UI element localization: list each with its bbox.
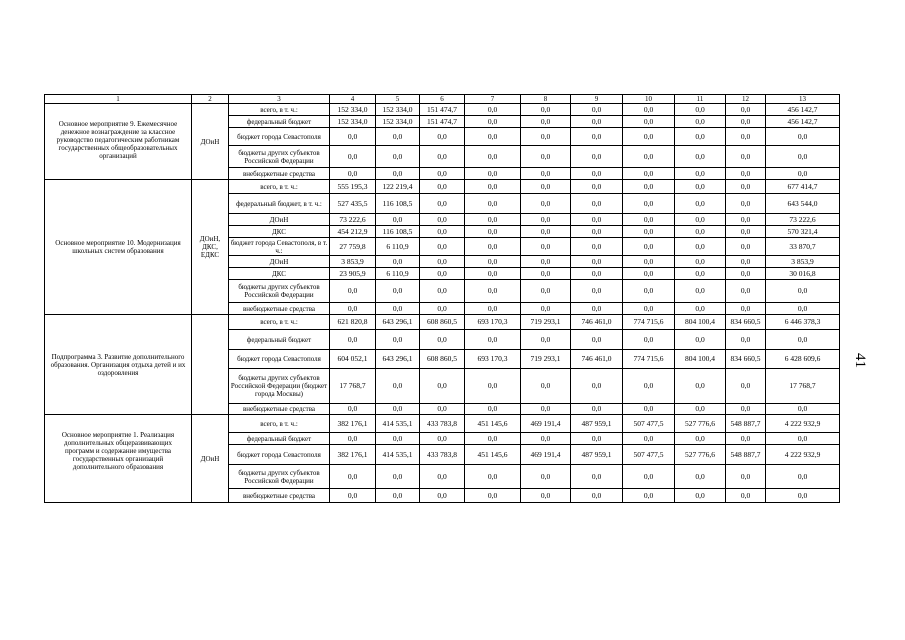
funding-source-label: бюджеты других субъектов Российской Федерации xyxy=(229,146,330,168)
value-cell: 0,0 xyxy=(465,214,521,226)
value-cell: 0,0 xyxy=(521,433,571,445)
value-cell: 0,0 xyxy=(465,146,521,168)
value-cell: 0,0 xyxy=(330,465,376,489)
value-cell: 0,0 xyxy=(420,489,465,503)
value-cell: 0,0 xyxy=(330,404,376,415)
header-cell: 13 xyxy=(766,95,840,104)
value-cell: 0,0 xyxy=(465,369,521,404)
value-cell: 0,0 xyxy=(465,238,521,256)
measure-title: Подпрограмма 3. Развитие дополнительного образования. Организация отдыха детей и их оздоровления xyxy=(45,315,192,415)
value-cell: 0,0 xyxy=(521,256,571,268)
value-cell: 0,0 xyxy=(465,104,521,116)
value-cell: 0,0 xyxy=(766,404,840,415)
value-cell: 0,0 xyxy=(376,280,420,303)
value-cell: 0,0 xyxy=(465,330,521,350)
value-cell: 570 321,4 xyxy=(766,226,840,238)
value-cell: 0,0 xyxy=(465,280,521,303)
column-number-row xyxy=(45,95,840,104)
value-cell: 0,0 xyxy=(623,330,675,350)
responsible-executor xyxy=(192,315,229,415)
funding-source-label: внебюджетные средства xyxy=(229,404,330,415)
value-cell: 433 783,8 xyxy=(420,415,465,433)
value-cell: 414 535,1 xyxy=(376,415,420,433)
funding-source-label: всего, в т. ч.: xyxy=(229,104,330,116)
value-cell: 487 959,1 xyxy=(571,445,623,465)
value-cell: 0,0 xyxy=(675,489,726,503)
value-cell: 527 776,6 xyxy=(675,445,726,465)
value-cell: 0,0 xyxy=(571,168,623,180)
value-cell: 719 293,1 xyxy=(521,350,571,369)
funding-source-label: бюджеты других субъектов Российской Федерации xyxy=(229,465,330,489)
value-cell: 0,0 xyxy=(376,465,420,489)
value-cell: 0,0 xyxy=(420,268,465,280)
value-cell: 0,0 xyxy=(420,194,465,214)
value-cell: 116 108,5 xyxy=(376,194,420,214)
value-cell: 0,0 xyxy=(623,303,675,315)
funding-source-label: федеральный бюджет xyxy=(229,330,330,350)
header-cell: 6 xyxy=(420,95,465,104)
value-cell: 0,0 xyxy=(376,433,420,445)
value-cell: 0,0 xyxy=(623,256,675,268)
value-cell: 0,0 xyxy=(571,280,623,303)
value-cell: 0,0 xyxy=(766,489,840,503)
value-cell: 0,0 xyxy=(465,226,521,238)
value-cell: 0,0 xyxy=(571,128,623,146)
value-cell: 0,0 xyxy=(521,465,571,489)
value-cell: 693 170,3 xyxy=(465,315,521,330)
value-cell: 0,0 xyxy=(376,214,420,226)
value-cell: 0,0 xyxy=(726,303,766,315)
value-cell: 0,0 xyxy=(571,369,623,404)
value-cell: 152 334,0 xyxy=(376,116,420,128)
value-cell: 0,0 xyxy=(623,433,675,445)
value-cell: 0,0 xyxy=(726,280,766,303)
value-cell: 643 296,1 xyxy=(376,350,420,369)
value-cell: 0,0 xyxy=(766,303,840,315)
header-cell: 4 xyxy=(330,95,376,104)
value-cell: 0,0 xyxy=(726,214,766,226)
value-cell: 0,0 xyxy=(571,330,623,350)
header-cell: 5 xyxy=(376,95,420,104)
value-cell: 0,0 xyxy=(571,433,623,445)
table-row xyxy=(45,415,840,433)
value-cell: 621 820,8 xyxy=(330,315,376,330)
value-cell: 0,0 xyxy=(521,238,571,256)
value-cell: 0,0 xyxy=(420,256,465,268)
value-cell: 0,0 xyxy=(675,146,726,168)
value-cell: 0,0 xyxy=(726,330,766,350)
value-cell: 0,0 xyxy=(420,404,465,415)
value-cell: 0,0 xyxy=(571,226,623,238)
value-cell: 0,0 xyxy=(726,104,766,116)
value-cell: 0,0 xyxy=(726,116,766,128)
value-cell: 0,0 xyxy=(623,214,675,226)
header-cell: 12 xyxy=(726,95,766,104)
value-cell: 0,0 xyxy=(376,256,420,268)
value-cell: 0,0 xyxy=(420,330,465,350)
value-cell: 152 334,0 xyxy=(376,104,420,116)
value-cell: 527 435,5 xyxy=(330,194,376,214)
value-cell: 834 660,5 xyxy=(726,350,766,369)
value-cell: 0,0 xyxy=(726,268,766,280)
value-cell: 507 477,5 xyxy=(623,445,675,465)
value-cell: 0,0 xyxy=(726,226,766,238)
value-cell: 0,0 xyxy=(571,194,623,214)
value-cell: 0,0 xyxy=(571,146,623,168)
value-cell: 0,0 xyxy=(623,168,675,180)
value-cell: 451 145,6 xyxy=(465,445,521,465)
responsible-executor: ДОиН xyxy=(192,104,229,180)
value-cell: 0,0 xyxy=(420,146,465,168)
value-cell: 746 461,0 xyxy=(571,350,623,369)
funding-source-label: ДОиН xyxy=(229,214,330,226)
header-cell: 2 xyxy=(192,95,229,104)
value-cell: 0,0 xyxy=(420,214,465,226)
header-cell: 9 xyxy=(571,95,623,104)
value-cell: 0,0 xyxy=(571,180,623,194)
value-cell: 0,0 xyxy=(521,404,571,415)
value-cell: 0,0 xyxy=(623,116,675,128)
value-cell: 0,0 xyxy=(766,146,840,168)
value-cell: 0,0 xyxy=(726,256,766,268)
value-cell: 0,0 xyxy=(766,280,840,303)
value-cell: 0,0 xyxy=(376,128,420,146)
measure-title: Основное мероприятие 9. Ежемесячное денежное вознаграждение за классное руководство педагогическим работникам государственных общеобразовательных организаций xyxy=(45,104,192,180)
value-cell: 0,0 xyxy=(675,238,726,256)
value-cell: 0,0 xyxy=(623,465,675,489)
value-cell: 6 446 378,3 xyxy=(766,315,840,330)
header-cell: 8 xyxy=(521,95,571,104)
value-cell: 677 414,7 xyxy=(766,180,840,194)
value-cell: 0,0 xyxy=(623,146,675,168)
value-cell: 0,0 xyxy=(465,116,521,128)
value-cell: 0,0 xyxy=(726,168,766,180)
funding-source-label: внебюджетные средства xyxy=(229,168,330,180)
value-cell: 0,0 xyxy=(465,268,521,280)
value-cell: 0,0 xyxy=(465,180,521,194)
value-cell: 0,0 xyxy=(571,268,623,280)
value-cell: 122 219,4 xyxy=(376,180,420,194)
value-cell: 693 170,3 xyxy=(465,350,521,369)
value-cell: 643 296,1 xyxy=(376,315,420,330)
value-cell: 152 334,0 xyxy=(330,116,376,128)
value-cell: 0,0 xyxy=(330,146,376,168)
value-cell: 487 959,1 xyxy=(571,415,623,433)
value-cell: 0,0 xyxy=(675,180,726,194)
value-cell: 719 293,1 xyxy=(521,315,571,330)
value-cell: 0,0 xyxy=(376,146,420,168)
funding-source-label: федеральный бюджет xyxy=(229,433,330,445)
value-cell: 73 222,6 xyxy=(330,214,376,226)
value-cell: 608 860,5 xyxy=(420,315,465,330)
value-cell: 0,0 xyxy=(766,433,840,445)
value-cell: 0,0 xyxy=(521,330,571,350)
value-cell: 0,0 xyxy=(420,369,465,404)
value-cell: 548 887,7 xyxy=(726,445,766,465)
value-cell: 0,0 xyxy=(376,369,420,404)
value-cell: 469 191,4 xyxy=(521,445,571,465)
funding-source-label: бюджет города Севастополя xyxy=(229,128,330,146)
value-cell: 746 461,0 xyxy=(571,315,623,330)
value-cell: 0,0 xyxy=(726,465,766,489)
funding-source-label: всего, в т. ч.: xyxy=(229,180,330,194)
value-cell: 33 870,7 xyxy=(766,238,840,256)
value-cell: 0,0 xyxy=(571,238,623,256)
value-cell: 0,0 xyxy=(623,226,675,238)
value-cell: 0,0 xyxy=(420,168,465,180)
value-cell: 0,0 xyxy=(766,168,840,180)
value-cell: 0,0 xyxy=(521,116,571,128)
value-cell: 0,0 xyxy=(420,465,465,489)
value-cell: 3 853,9 xyxy=(766,256,840,268)
value-cell: 0,0 xyxy=(675,226,726,238)
funding-source-label: федеральный бюджет xyxy=(229,116,330,128)
measure-title: Основное мероприятие 1. Реализация дополнительных общеразвивающих программ и содержание имущества государственных организаций дополнительного образования xyxy=(45,415,192,503)
funding-source-label: бюджет города Севастополя xyxy=(229,350,330,369)
header-cell: 7 xyxy=(465,95,521,104)
funding-source-label: внебюджетные средства xyxy=(229,489,330,503)
value-cell: 0,0 xyxy=(521,489,571,503)
value-cell: 774 715,6 xyxy=(623,350,675,369)
value-cell: 0,0 xyxy=(623,280,675,303)
value-cell: 0,0 xyxy=(330,128,376,146)
value-cell: 0,0 xyxy=(465,433,521,445)
value-cell: 414 535,1 xyxy=(376,445,420,465)
value-cell: 0,0 xyxy=(465,489,521,503)
value-cell: 0,0 xyxy=(623,238,675,256)
value-cell: 0,0 xyxy=(726,433,766,445)
value-cell: 3 853,9 xyxy=(330,256,376,268)
value-cell: 0,0 xyxy=(675,433,726,445)
responsible-executor: ДОиН, ДКС, ЕДКС xyxy=(192,180,229,315)
value-cell: 0,0 xyxy=(766,465,840,489)
value-cell: 0,0 xyxy=(420,303,465,315)
value-cell: 0,0 xyxy=(623,404,675,415)
value-cell: 451 145,6 xyxy=(465,415,521,433)
value-cell: 0,0 xyxy=(571,404,623,415)
value-cell: 0,0 xyxy=(330,303,376,315)
value-cell: 834 660,5 xyxy=(726,315,766,330)
value-cell: 0,0 xyxy=(571,465,623,489)
budget-table xyxy=(44,94,840,503)
funding-source-label: бюджет города Севастополя, в т. ч.: xyxy=(229,238,330,256)
value-cell: 0,0 xyxy=(376,489,420,503)
value-cell: 0,0 xyxy=(376,404,420,415)
header-cell: 1 xyxy=(45,95,192,104)
value-cell: 0,0 xyxy=(571,303,623,315)
value-cell: 4 222 932,9 xyxy=(766,415,840,433)
value-cell: 0,0 xyxy=(675,330,726,350)
value-cell: 0,0 xyxy=(521,194,571,214)
value-cell: 456 142,7 xyxy=(766,116,840,128)
value-cell: 0,0 xyxy=(330,489,376,503)
value-cell: 0,0 xyxy=(766,330,840,350)
value-cell: 151 474,7 xyxy=(420,104,465,116)
value-cell: 0,0 xyxy=(675,369,726,404)
table-row xyxy=(45,180,840,194)
funding-source-label: всего, в т. ч.: xyxy=(229,415,330,433)
value-cell: 0,0 xyxy=(465,128,521,146)
value-cell: 27 759,8 xyxy=(330,238,376,256)
value-cell: 527 776,6 xyxy=(675,415,726,433)
funding-source-label: бюджет города Севастополя xyxy=(229,445,330,465)
value-cell: 382 176,1 xyxy=(330,445,376,465)
value-cell: 0,0 xyxy=(420,433,465,445)
value-cell: 0,0 xyxy=(376,303,420,315)
table-row xyxy=(45,104,840,116)
value-cell: 804 100,4 xyxy=(675,350,726,369)
value-cell: 0,0 xyxy=(675,303,726,315)
value-cell: 0,0 xyxy=(675,194,726,214)
value-cell: 0,0 xyxy=(521,104,571,116)
value-cell: 0,0 xyxy=(675,465,726,489)
value-cell: 6 428 609,6 xyxy=(766,350,840,369)
value-cell: 0,0 xyxy=(521,180,571,194)
header-cell: 3 xyxy=(229,95,330,104)
value-cell: 0,0 xyxy=(465,194,521,214)
measure-title: Основное мероприятие 10. Модернизация школьных систем образования xyxy=(45,180,192,315)
header-cell: 11 xyxy=(675,95,726,104)
value-cell: 0,0 xyxy=(521,128,571,146)
value-cell: 0,0 xyxy=(330,280,376,303)
funding-source-label: бюджеты других субъектов Российской Федерации xyxy=(229,280,330,303)
value-cell: 152 334,0 xyxy=(330,104,376,116)
value-cell: 17 768,7 xyxy=(766,369,840,404)
value-cell: 382 176,1 xyxy=(330,415,376,433)
value-cell: 0,0 xyxy=(521,369,571,404)
value-cell: 555 195,3 xyxy=(330,180,376,194)
value-cell: 0,0 xyxy=(623,104,675,116)
value-cell: 0,0 xyxy=(521,226,571,238)
value-cell: 0,0 xyxy=(521,268,571,280)
value-cell: 774 715,6 xyxy=(623,315,675,330)
value-cell: 608 860,5 xyxy=(420,350,465,369)
value-cell: 0,0 xyxy=(726,238,766,256)
value-cell: 643 544,0 xyxy=(766,194,840,214)
value-cell: 6 110,9 xyxy=(376,238,420,256)
value-cell: 0,0 xyxy=(675,104,726,116)
value-cell: 0,0 xyxy=(726,180,766,194)
funding-source-label: внебюджетные средства xyxy=(229,303,330,315)
value-cell: 0,0 xyxy=(623,268,675,280)
table-row xyxy=(45,315,840,330)
value-cell: 0,0 xyxy=(726,194,766,214)
value-cell: 116 108,5 xyxy=(376,226,420,238)
value-cell: 0,0 xyxy=(726,369,766,404)
header-cell: 10 xyxy=(623,95,675,104)
value-cell: 0,0 xyxy=(571,104,623,116)
value-cell: 0,0 xyxy=(623,128,675,146)
value-cell: 0,0 xyxy=(675,168,726,180)
value-cell: 0,0 xyxy=(675,256,726,268)
value-cell: 0,0 xyxy=(675,128,726,146)
value-cell: 0,0 xyxy=(571,256,623,268)
value-cell: 548 887,7 xyxy=(726,415,766,433)
value-cell: 0,0 xyxy=(420,280,465,303)
value-cell: 469 191,4 xyxy=(521,415,571,433)
responsible-executor: ДОиН xyxy=(192,415,229,503)
value-cell: 0,0 xyxy=(623,489,675,503)
value-cell: 0,0 xyxy=(675,116,726,128)
table-body xyxy=(45,95,840,503)
value-cell: 0,0 xyxy=(623,369,675,404)
value-cell: 0,0 xyxy=(726,146,766,168)
funding-source-label: ДКС xyxy=(229,226,330,238)
value-cell: 456 142,7 xyxy=(766,104,840,116)
value-cell: 0,0 xyxy=(675,280,726,303)
value-cell: 0,0 xyxy=(465,465,521,489)
value-cell: 604 052,1 xyxy=(330,350,376,369)
value-cell: 0,0 xyxy=(675,404,726,415)
value-cell: 0,0 xyxy=(675,268,726,280)
value-cell: 0,0 xyxy=(571,489,623,503)
value-cell: 0,0 xyxy=(726,489,766,503)
value-cell: 0,0 xyxy=(623,180,675,194)
value-cell: 17 768,7 xyxy=(330,369,376,404)
value-cell: 0,0 xyxy=(420,180,465,194)
value-cell: 0,0 xyxy=(420,226,465,238)
funding-source-label: всего, в т. ч.: xyxy=(229,315,330,330)
value-cell: 0,0 xyxy=(330,330,376,350)
value-cell: 0,0 xyxy=(376,168,420,180)
value-cell: 23 905,9 xyxy=(330,268,376,280)
value-cell: 0,0 xyxy=(521,146,571,168)
value-cell: 454 212,9 xyxy=(330,226,376,238)
funding-source-label: ДОиН xyxy=(229,256,330,268)
value-cell: 0,0 xyxy=(420,238,465,256)
value-cell: 0,0 xyxy=(521,280,571,303)
value-cell: 0,0 xyxy=(330,168,376,180)
value-cell: 73 222,6 xyxy=(766,214,840,226)
value-cell: 0,0 xyxy=(420,128,465,146)
page-number: 41 xyxy=(852,353,868,368)
funding-source-label: федеральный бюджет, в т. ч.: xyxy=(229,194,330,214)
value-cell: 151 474,7 xyxy=(420,116,465,128)
value-cell: 0,0 xyxy=(726,128,766,146)
value-cell: 0,0 xyxy=(465,404,521,415)
value-cell: 804 100,4 xyxy=(675,315,726,330)
value-cell: 6 110,9 xyxy=(376,268,420,280)
value-cell: 0,0 xyxy=(465,168,521,180)
value-cell: 433 783,8 xyxy=(420,445,465,465)
value-cell: 30 016,8 xyxy=(766,268,840,280)
value-cell: 0,0 xyxy=(571,214,623,226)
value-cell: 0,0 xyxy=(571,116,623,128)
value-cell: 507 477,5 xyxy=(623,415,675,433)
value-cell: 0,0 xyxy=(521,168,571,180)
value-cell: 0,0 xyxy=(376,330,420,350)
funding-source-label: ДКС xyxy=(229,268,330,280)
value-cell: 0,0 xyxy=(330,433,376,445)
value-cell: 0,0 xyxy=(465,256,521,268)
value-cell: 0,0 xyxy=(623,194,675,214)
value-cell: 0,0 xyxy=(726,404,766,415)
value-cell: 0,0 xyxy=(521,214,571,226)
value-cell: 0,0 xyxy=(465,303,521,315)
value-cell: 0,0 xyxy=(521,303,571,315)
value-cell: 4 222 932,9 xyxy=(766,445,840,465)
value-cell: 0,0 xyxy=(675,214,726,226)
funding-source-label: бюджеты других субъектов Российской Федерации (бюджет города Москвы) xyxy=(229,369,330,404)
value-cell: 0,0 xyxy=(766,128,840,146)
